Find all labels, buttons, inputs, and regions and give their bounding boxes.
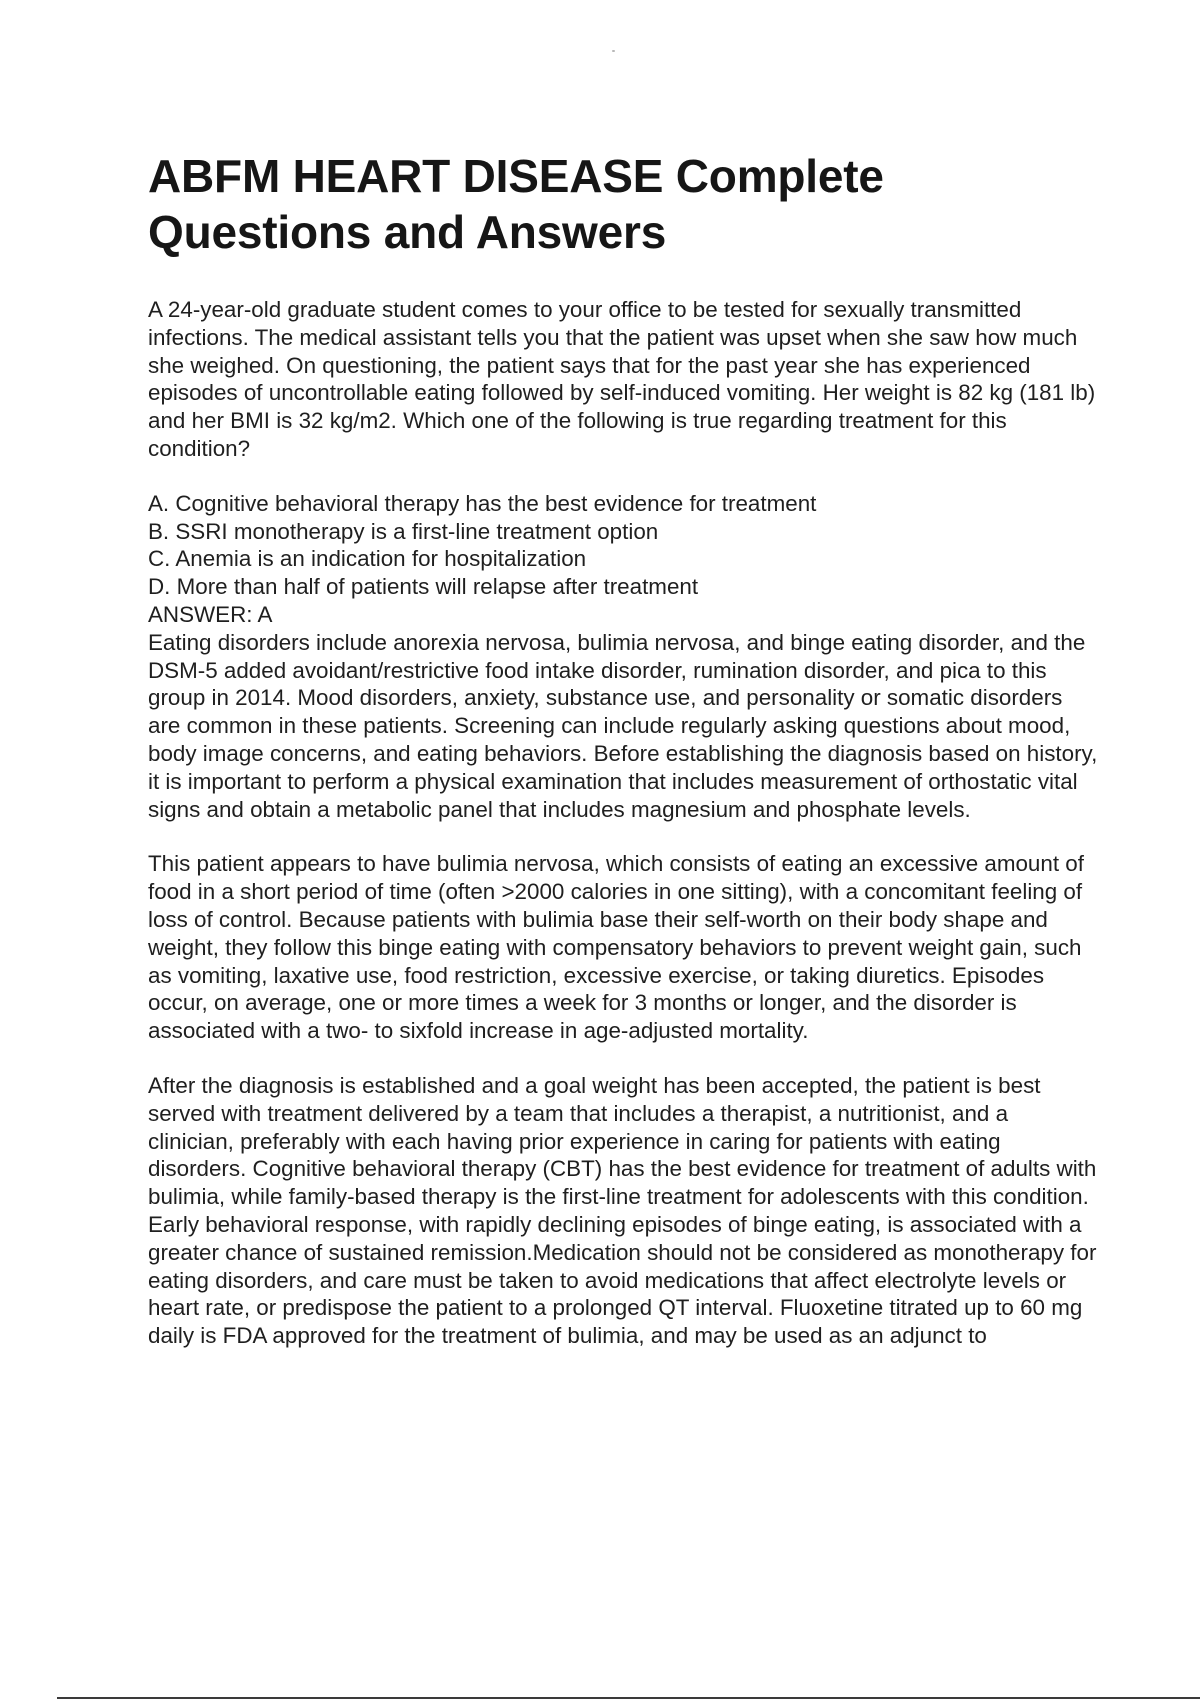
explanation-paragraph-3: After the diagnosis is established and a goal weight has been accepted, the patient is best served with treatment delivered by a team that includes a therapist, a nutritionist, and a clinician, preferably with each having prior experience in caring for patients with eating disorders. Cognitive behavioral therapy (CBT) has the best evidence for treatment of adults with bulimia, while family-based therapy is the first-line treatment for adolescents with this condition. Early behavioral response, with rapidly declining episodes of binge eating, is associated with a greater chance of sustained remission.Medication should not be considered as monotherapy for eating disorders, and care must be taken to avoid medications that affect electrolyte levels or heart rate, or predispose the patient to a prolonged QT interval. Fluoxetine titrated up to 60 mg daily is FDA approved for the treatment of bulimia, and may be used as an adjunct to [148, 1072, 1097, 1349]
page-title: ABFM HEART DISEASE Complete Questions and Answers [148, 150, 884, 258]
option-a: A. Cognitive behavioral therapy has the best evidence for treatment [148, 490, 817, 516]
question-stem: A 24-year-old graduate student comes to your office to be tested for sexually transmitted infections. The medical assistant tells you that the patient was upset when she saw how much she weighed. On questioning, the patient says that for the past year she has experienced episodes of uncontrollable eating followed by self-induced vomiting. Her weight is 82 kg (181 lb) and her BMI is 32 kg/m2. Which one of the following is true regarding treatment for this condition? [148, 297, 1096, 461]
scan-speck [612, 50, 615, 52]
option-b: B. SSRI monotherapy is a first-line treatment option [148, 518, 659, 544]
document-content [148, 148, 1098, 1350]
footer-divider [57, 1697, 1200, 1699]
explanation-paragraph-2: This patient appears to have bulimia nervosa, which consists of eating an excessive amount of food in a short period of time (often >2000 calories in one sitting), with a concomitant feeling of loss of control. Because patients with bulimia base their self-worth on their body shape and weight, they follow this binge eating with compensatory behaviors to prevent weight gain, such as vomiting, laxative use, food restriction, excessive exercise, or taking diuretics. Episodes occur, on average, one or more times a week for 3 months or longer, and the disorder is associated with a two- to sixfold increase in age-adjusted mortality. [148, 851, 1084, 1044]
explanation-paragraph-1: Eating disorders include anorexia nervosa, bulimia nervosa, and binge eating disorder, and the DSM-5 added avoidant/restrictive food intake disorder, rumination disorder, and pica to this group in 2014. Mood disorders, anxiety, substance use, and personality or somatic disorders are common in these patients. Screening can include regularly asking questions about mood, body image concerns, and eating behaviors. Before establishing the diagnosis based on history, it is important to perform a physical examination that includes measurement of orthostatic vital signs and obtain a metabolic panel that includes magnesium and phosphate levels. [148, 629, 1098, 822]
option-d: D. More than half of patients will relapse after treatment [148, 574, 699, 600]
option-c: C. Anemia is an indication for hospitalization [148, 546, 587, 572]
answer-label: ANSWER: A [148, 601, 273, 627]
answer-options [148, 490, 1098, 601]
